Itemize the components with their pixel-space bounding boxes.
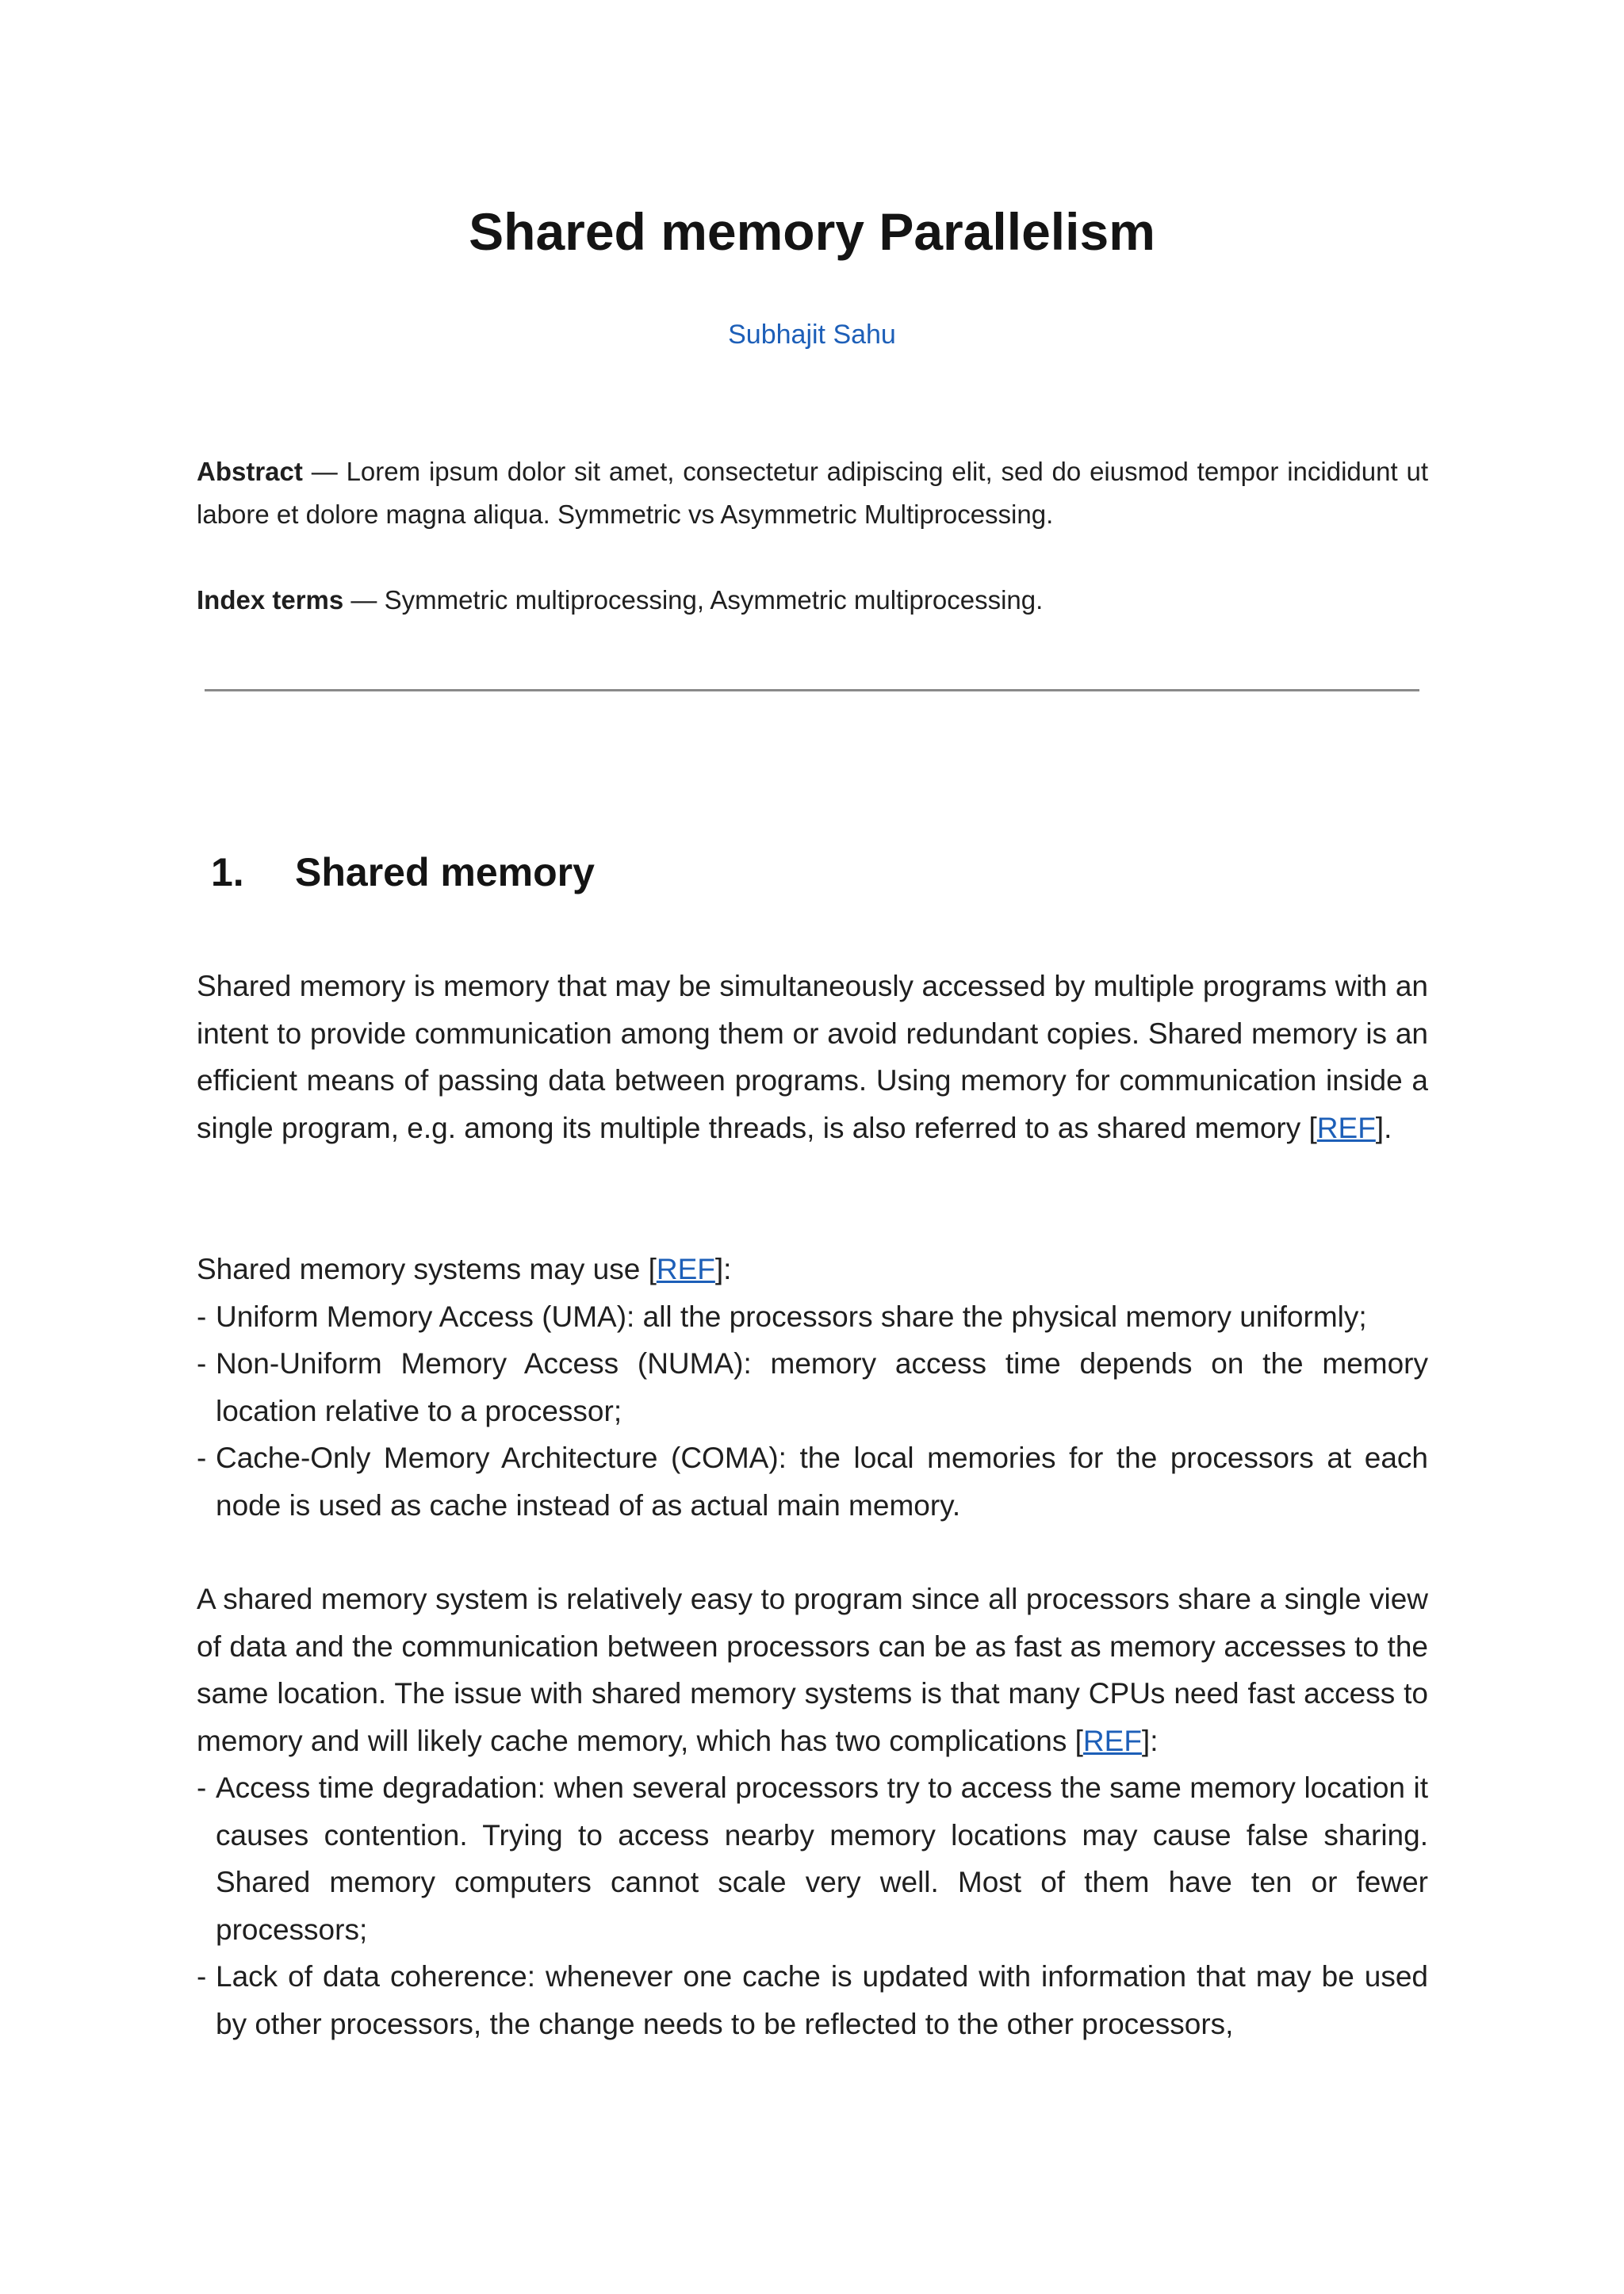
paragraph-end: . [1384, 1111, 1392, 1144]
section-divider [205, 689, 1419, 691]
index-terms-text: Symmetric multiprocessing, Asymmetric multiprocessing. [384, 585, 1044, 615]
list-intro: Shared memory systems may use [REF]: [197, 1253, 732, 1285]
page-title: Shared memory Parallelism [469, 202, 1155, 261]
index-terms [197, 579, 1428, 622]
index-terms-separator: — [343, 585, 385, 615]
paragraph-shared-memory-definition: Shared memory is memory that may be simultaneously accessed by multiple programs with an intent to provide communication among them or avoid redundant copies. Shared memory is an efficient means of passing data between programs. Using memory for communication inside a single program, e.g. among its multiple threads, is also referred to as shared memory [REF]. [197, 970, 1428, 1144]
list-item [197, 1953, 1428, 2047]
list-dash: - [197, 1347, 207, 1380]
complications-list [197, 1764, 1428, 2047]
abstract-text: Lorem ipsum dolor sit amet, consectetur adipiscing elit, sed do eiusmod tempor incididunt ut labore et dolore magna aliqua. Symmetric vs Asymmetric Multiprocessing. [197, 457, 1428, 529]
list-item [197, 1293, 1428, 1341]
section-title: Shared memory [295, 850, 595, 894]
list-item-text: Lack of data coherence: whenever one cache is updated with information that may be used by other processors, the change needs to be reflected to the other processors, [216, 1960, 1428, 2040]
list-intro-end: : [723, 1253, 732, 1285]
list-dash: - [197, 1771, 207, 1804]
list-item-text: Access time degradation: when several processors try to access the same memory location it causes contention. Trying to access nearby memory locations may cause false sharing. Shared memory computers cannot scale very well. Most of them have ten or fewer processors; [216, 1771, 1428, 1946]
list-item-text: Non-Uniform Memory Access (NUMA): memory access time depends on the memory location relative to a processor; [216, 1347, 1428, 1427]
paragraph-main: A shared memory system is relatively easy to program since all processors share a single view of data and the communication between processors can be as fast as memory accesses to the same location. The issue with shared memory systems is that many CPUs need fast access to memory and will likely cache memory, which has two complications [REF]: [197, 1583, 1428, 1757]
list-dash: - [197, 1960, 207, 1993]
abstract [197, 450, 1428, 536]
memory-models-list [197, 1293, 1428, 1530]
list-dash: - [197, 1300, 207, 1333]
ref-link[interactable]: REF [1316, 1111, 1376, 1144]
list-item-text: Cache-Only Memory Architecture (COMA): the local memories for the processors at each node is used as cache instead of as actual main memory. [216, 1442, 1428, 1522]
list-intro-text: Shared memory systems may use [197, 1253, 649, 1285]
abstract-label: Abstract [197, 457, 303, 486]
list-dash: - [197, 1442, 207, 1474]
paragraph-text: A shared memory system is relatively easy to program since all processors share a single view of data and the communication between processors can be as fast as memory accesses to the same location. The issue with shared memory systems is that many CPUs need fast access to memory and will likely cache memory, which has two complications [197, 1583, 1428, 1757]
ref-link[interactable]: REF [656, 1253, 715, 1285]
list-item [197, 1764, 1428, 1953]
list-item [197, 1434, 1428, 1529]
paragraph-complications [197, 1576, 1428, 2047]
list-item-text: Uniform Memory Access (UMA): all the processors share the physical memory uniformly; [216, 1300, 1367, 1333]
section-heading [211, 847, 595, 898]
list-item [197, 1340, 1428, 1434]
paragraph-end: : [1150, 1724, 1159, 1757]
index-terms-label: Index terms [197, 585, 344, 615]
author-link[interactable]: Subhajit Sahu [728, 320, 896, 350]
ref-link[interactable]: REF [1082, 1724, 1142, 1757]
section-number: 1. [211, 850, 244, 894]
paragraph-text: Shared memory is memory that may be simultaneously accessed by multiple programs with an intent to provide communication among them or avoid redundant copies. Shared memory is an efficient means of passing data between programs. Using memory for communication inside a single program, e.g. among its multiple threads, is also referred to as shared memory [197, 970, 1428, 1144]
paragraph-memory-models [197, 1246, 1428, 1529]
abstract-separator: — [302, 457, 347, 486]
